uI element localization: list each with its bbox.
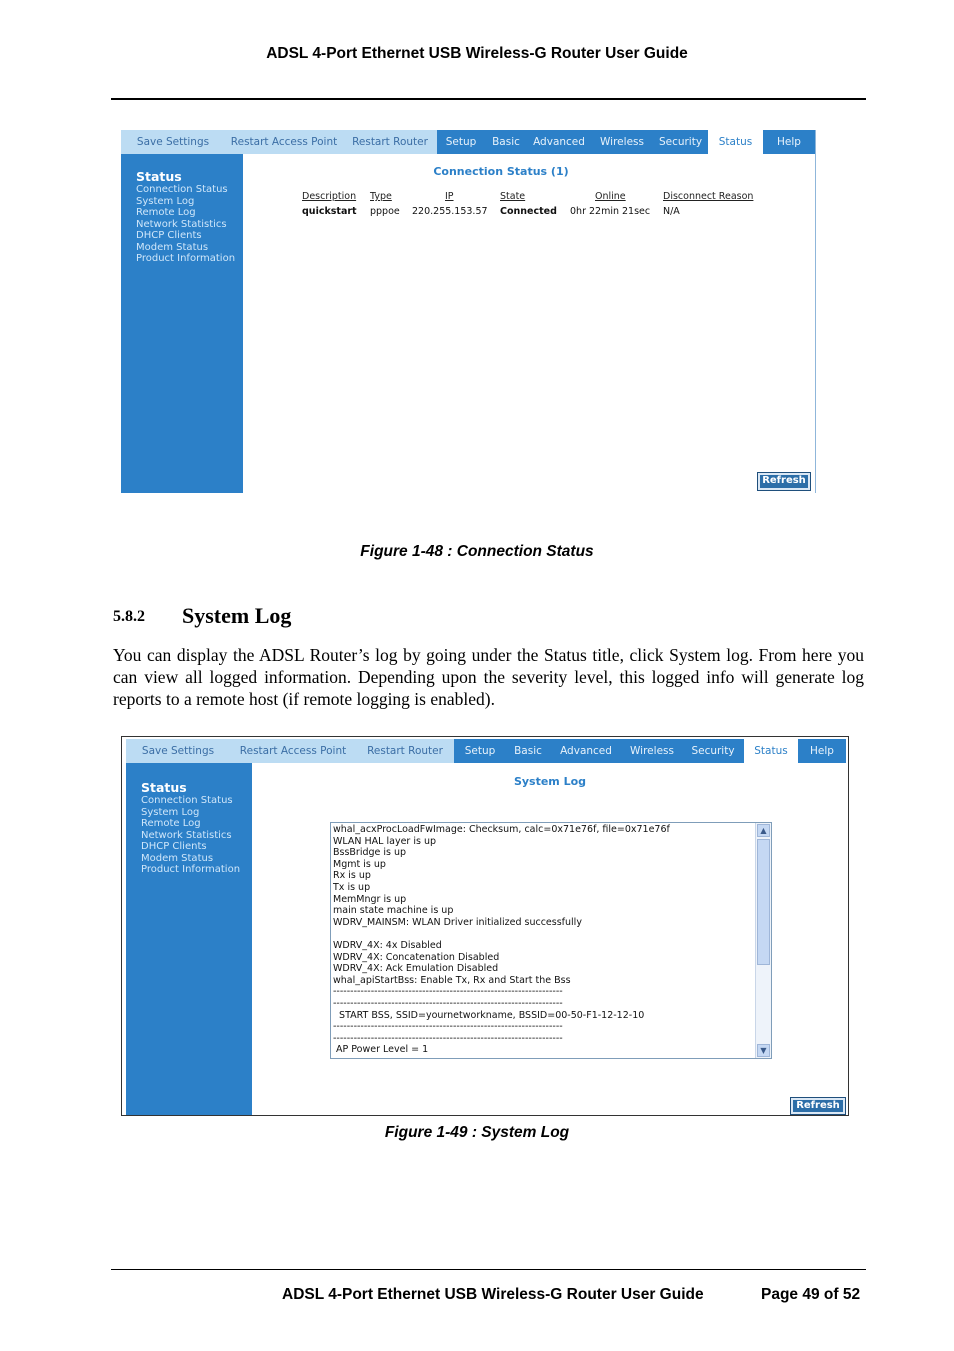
log-line: Rx is up [333,870,371,882]
status-sidebar [126,763,252,1115]
section-paragraph: You can display the ADSL Router’s log by going under the Status title, click System log. From here you can view all logged information. Depending upon the severity level, this logged info will generate log reports to a remote host (if remote logging is enabled). [113,645,864,709]
nav-advanced[interactable]: Advanced [527,130,591,154]
cell-ip: 220.255.153.57 [412,206,488,217]
log-line: whal_acxProcLoadFwImage: Checksum, calc=0x71e76f, file=0x71e76f [333,824,670,835]
scroll-up-arrow-icon[interactable]: ▲ [757,824,770,837]
sidebar-item-connection-status[interactable]: Connection Status [141,795,233,806]
nav-setup[interactable]: Setup [437,130,485,154]
column-ip: IP [445,191,454,202]
scroll-thumb[interactable] [757,839,770,965]
sidebar-item-system-log[interactable]: System Log [141,806,200,818]
sidebar-item-remote-log[interactable]: Remote Log [136,207,196,218]
log-line: ------------------------------------------------------------------- [333,1032,563,1044]
cell-state: Connected [500,206,557,217]
column-online: Online [595,191,626,202]
nav-security[interactable]: Security [682,739,744,763]
log-line: ------------------------------------------------------------------- [333,997,563,1009]
nav-security[interactable]: Security [653,130,708,154]
log-lines [333,824,755,1056]
nav-advanced[interactable]: Advanced [550,739,622,763]
log-line: START BSS, SSID=yournetworkname, BSSID=00-50-F1-12-12-10 [333,1009,645,1021]
log-line: BssBridge is up [333,847,407,859]
column-description: Description [302,191,357,202]
sidebar-title: Status [141,780,187,795]
log-line: Mgmt is up [333,858,386,870]
sidebar-item-product-information[interactable]: Product Information [141,864,241,875]
sidebar-item-modem-status[interactable]: Modem Status [141,852,214,864]
sidebar-item-dhcp-clients[interactable]: DHCP Clients [141,841,207,852]
log-scrollbar[interactable] [755,823,771,1058]
sidebar-item-connection-status[interactable]: Connection Status [136,184,228,195]
log-line: main state machine is up [333,905,454,917]
log-line: MemMngr is up [333,893,407,905]
column-type: Type [370,191,392,202]
sidebar-item-dhcp-clients[interactable]: DHCP Clients [136,230,202,241]
system-log-textarea[interactable] [330,822,772,1059]
nav-restart-access-point[interactable]: Restart Access Point [225,130,343,154]
nav-restart-router[interactable]: Restart Router [356,739,454,763]
figure-caption-2: Figure 1-49 : System Log [384,1124,570,1141]
cell-online: 0hr 22min 21sec [570,206,651,217]
system-log-screenshot [121,736,849,1116]
log-line: ------------------------------------------------------------------- [333,986,563,998]
section-title: System Log [182,603,292,628]
scroll-down-arrow-icon[interactable]: ▼ [757,1044,770,1057]
log-line: WDRV_4X: Ack Emulation Disabled [333,963,499,975]
column-disconnect-reason: Disconnect Reason [663,191,754,202]
header-rule [111,98,866,100]
log-line: ------------------------------------------------------------------- [333,1021,563,1033]
nav-wireless[interactable]: Wireless [622,739,682,763]
sidebar-item-remote-log[interactable]: Remote Log [141,818,201,829]
sidebar-item-product-information[interactable]: Product Information [136,253,236,264]
nav-save-settings[interactable]: Save Settings [126,739,230,763]
top-nav-bar [121,130,815,154]
nav-status[interactable]: Status [744,739,798,763]
sidebar-item-system-log[interactable]: System Log [136,195,195,207]
cell-description: quickstart [302,206,357,217]
cell-type: pppoe [370,206,400,217]
log-line: WDRV_4X: 4x Disabled [333,939,442,951]
log-line: WDRV_4X: Concatenation Disabled [333,951,500,963]
sidebar-title: Status [136,169,182,184]
column-state: State [500,191,526,202]
sidebar-item-network-statistics[interactable]: Network Statistics [136,218,227,230]
nav-save-settings[interactable]: Save Settings [121,130,225,154]
log-line: AP Power Level = 1 [333,1044,429,1056]
nav-help[interactable]: Help [798,739,846,763]
page-title: Connection Status (1) [433,165,569,178]
log-line [333,928,755,940]
footer-title: ADSL 4-Port Ethernet USB Wireless-G Router User Guide [282,1286,704,1303]
section-number: 5.8.2 [113,608,145,625]
table-row [121,206,815,220]
nav-basic[interactable]: Basic [485,130,527,154]
nav-status[interactable]: Status [708,130,763,154]
nav-restart-router[interactable]: Restart Router [343,130,437,154]
sidebar-item-network-statistics[interactable]: Network Statistics [141,829,232,841]
log-line: WLAN HAL layer is up [333,835,436,847]
document-header-title: ADSL 4-Port Ethernet USB Wireless-G Router User Guide [266,45,688,62]
nav-wireless[interactable]: Wireless [591,130,653,154]
footer-page-number: Page 49 of 52 [761,1286,861,1303]
cell-disconnect-reason: N/A [663,206,680,217]
footer-rule [111,1269,866,1270]
log-line: whal_apiStartBss: Enable Tx, Rx and Start the Bss [333,974,571,986]
log-line: WDRV_MAINSM: WLAN Driver initialized successfully [333,916,582,928]
top-nav-bar [126,739,846,763]
nav-basic[interactable]: Basic [506,739,550,763]
nav-restart-access-point[interactable]: Restart Access Point [230,739,356,763]
sidebar-item-modem-status[interactable]: Modem Status [136,241,209,253]
connection-table-header [121,191,815,205]
refresh-button[interactable]: Refresh [791,1098,845,1114]
connection-status-screenshot [121,130,816,493]
nav-setup[interactable]: Setup [454,739,506,763]
log-line: Tx is up [333,881,371,893]
page-title: System Log [513,775,587,788]
nav-help[interactable]: Help [763,130,815,154]
figure-caption-1: Figure 1-48 : Connection Status [360,543,594,560]
refresh-button[interactable]: Refresh [758,473,810,490]
